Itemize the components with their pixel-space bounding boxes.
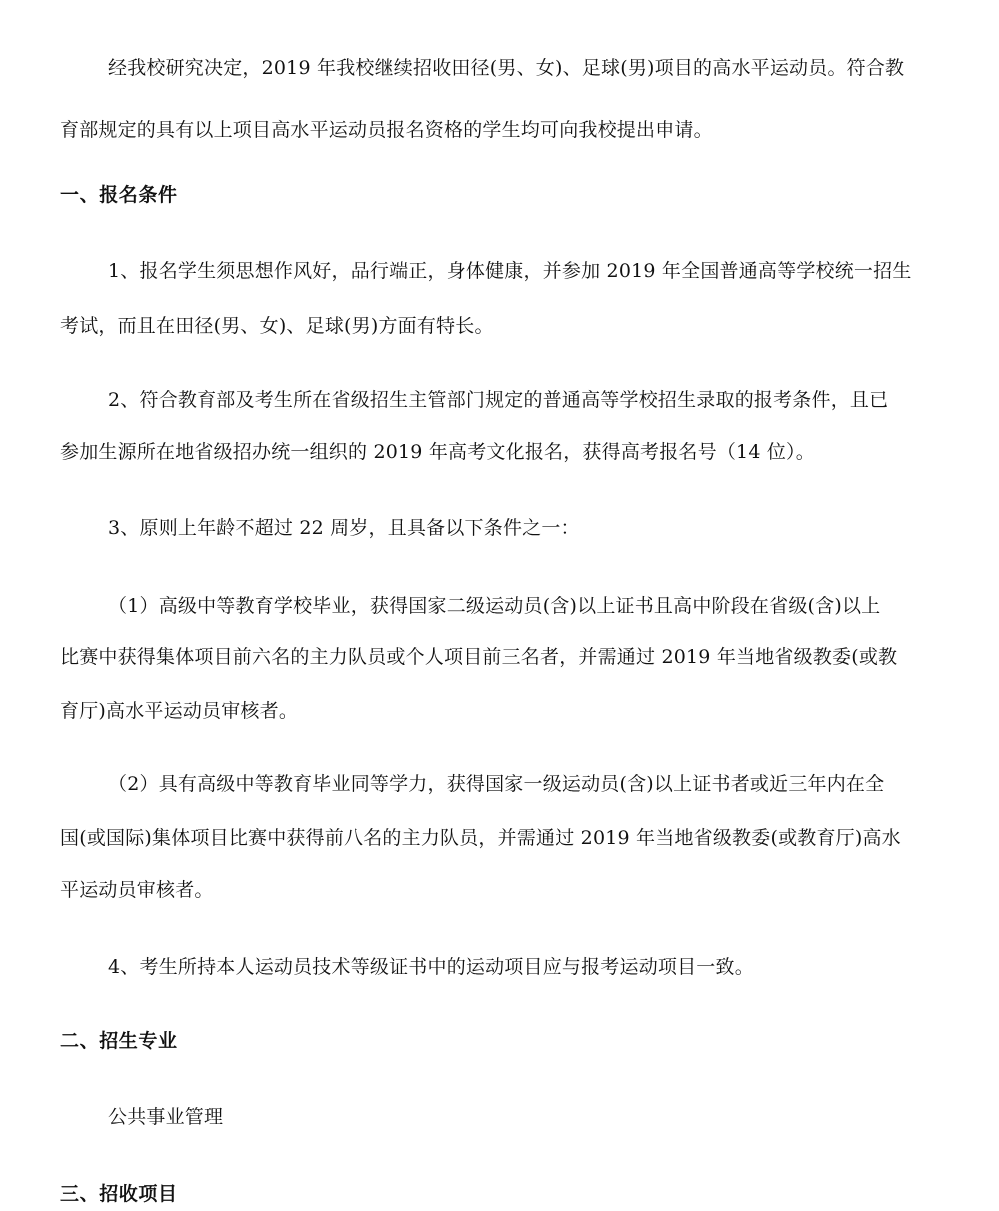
condition-3-subitem-2-line-2: 国(或国际)集体项目比赛中获得前八名的主力队员，并需通过 2019 年当地省级教委(或教育厅)高水 <box>60 827 901 849</box>
condition-3-subitem-1-line-3: 育厅)高水平运动员审核者。 <box>60 700 299 722</box>
condition-3-subitem-1-line-2: 比赛中获得集体项目前六名的主力队员或个人项目前三名者，并需通过 2019 年当地省级教委(或教 <box>60 646 898 668</box>
condition-3-subitem-2-line-1: （2）具有高级中等教育毕业同等学力，获得国家一级运动员(含)以上证书者或近三年内在全 <box>108 773 885 795</box>
condition-1-line-1: 1、报名学生须思想作风好，品行端正，身体健康，并参加 2019 年全国普通高等学校统一招生 <box>108 260 912 282</box>
section-heading-majors: 二、招生专业 <box>60 1030 178 1052</box>
intro-line-1: 经我校研究决定，2019 年我校继续招收田径(男、女)、足球(男)项目的高水平运动员。符合教 <box>108 57 905 79</box>
condition-1-line-2: 考试，而且在田径(男、女)、足球(男)方面有特长。 <box>60 315 494 337</box>
condition-3-line-1: 3、原则上年龄不超过 22 周岁，且具备以下条件之一： <box>108 517 580 539</box>
condition-3-subitem-1-line-1: （1）高级中等教育学校毕业，获得国家二级运动员(含)以上证书且高中阶段在省级(含)以上 <box>108 595 881 617</box>
section-heading-sports: 三、招收项目 <box>60 1183 178 1205</box>
major-name: 公共事业管理 <box>108 1106 224 1128</box>
intro-line-2: 育部规定的具有以上项目高水平运动员报名资格的学生均可向我校提出申请。 <box>60 119 713 141</box>
condition-4-line-1: 4、考生所持本人运动员技术等级证书中的运动项目应与报考运动项目一致。 <box>108 956 754 978</box>
condition-2-line-2: 参加生源所在地省级招办统一组织的 2019 年高考文化报名，获得高考报名号（14 位）。 <box>60 441 815 463</box>
condition-2-line-1: 2、符合教育部及考生所在省级招生主管部门规定的普通高等学校招生录取的报考条件，且已 <box>108 389 889 411</box>
section-heading-registration: 一、报名条件 <box>60 184 178 206</box>
condition-3-subitem-2-line-3: 平运动员审核者。 <box>60 879 214 901</box>
